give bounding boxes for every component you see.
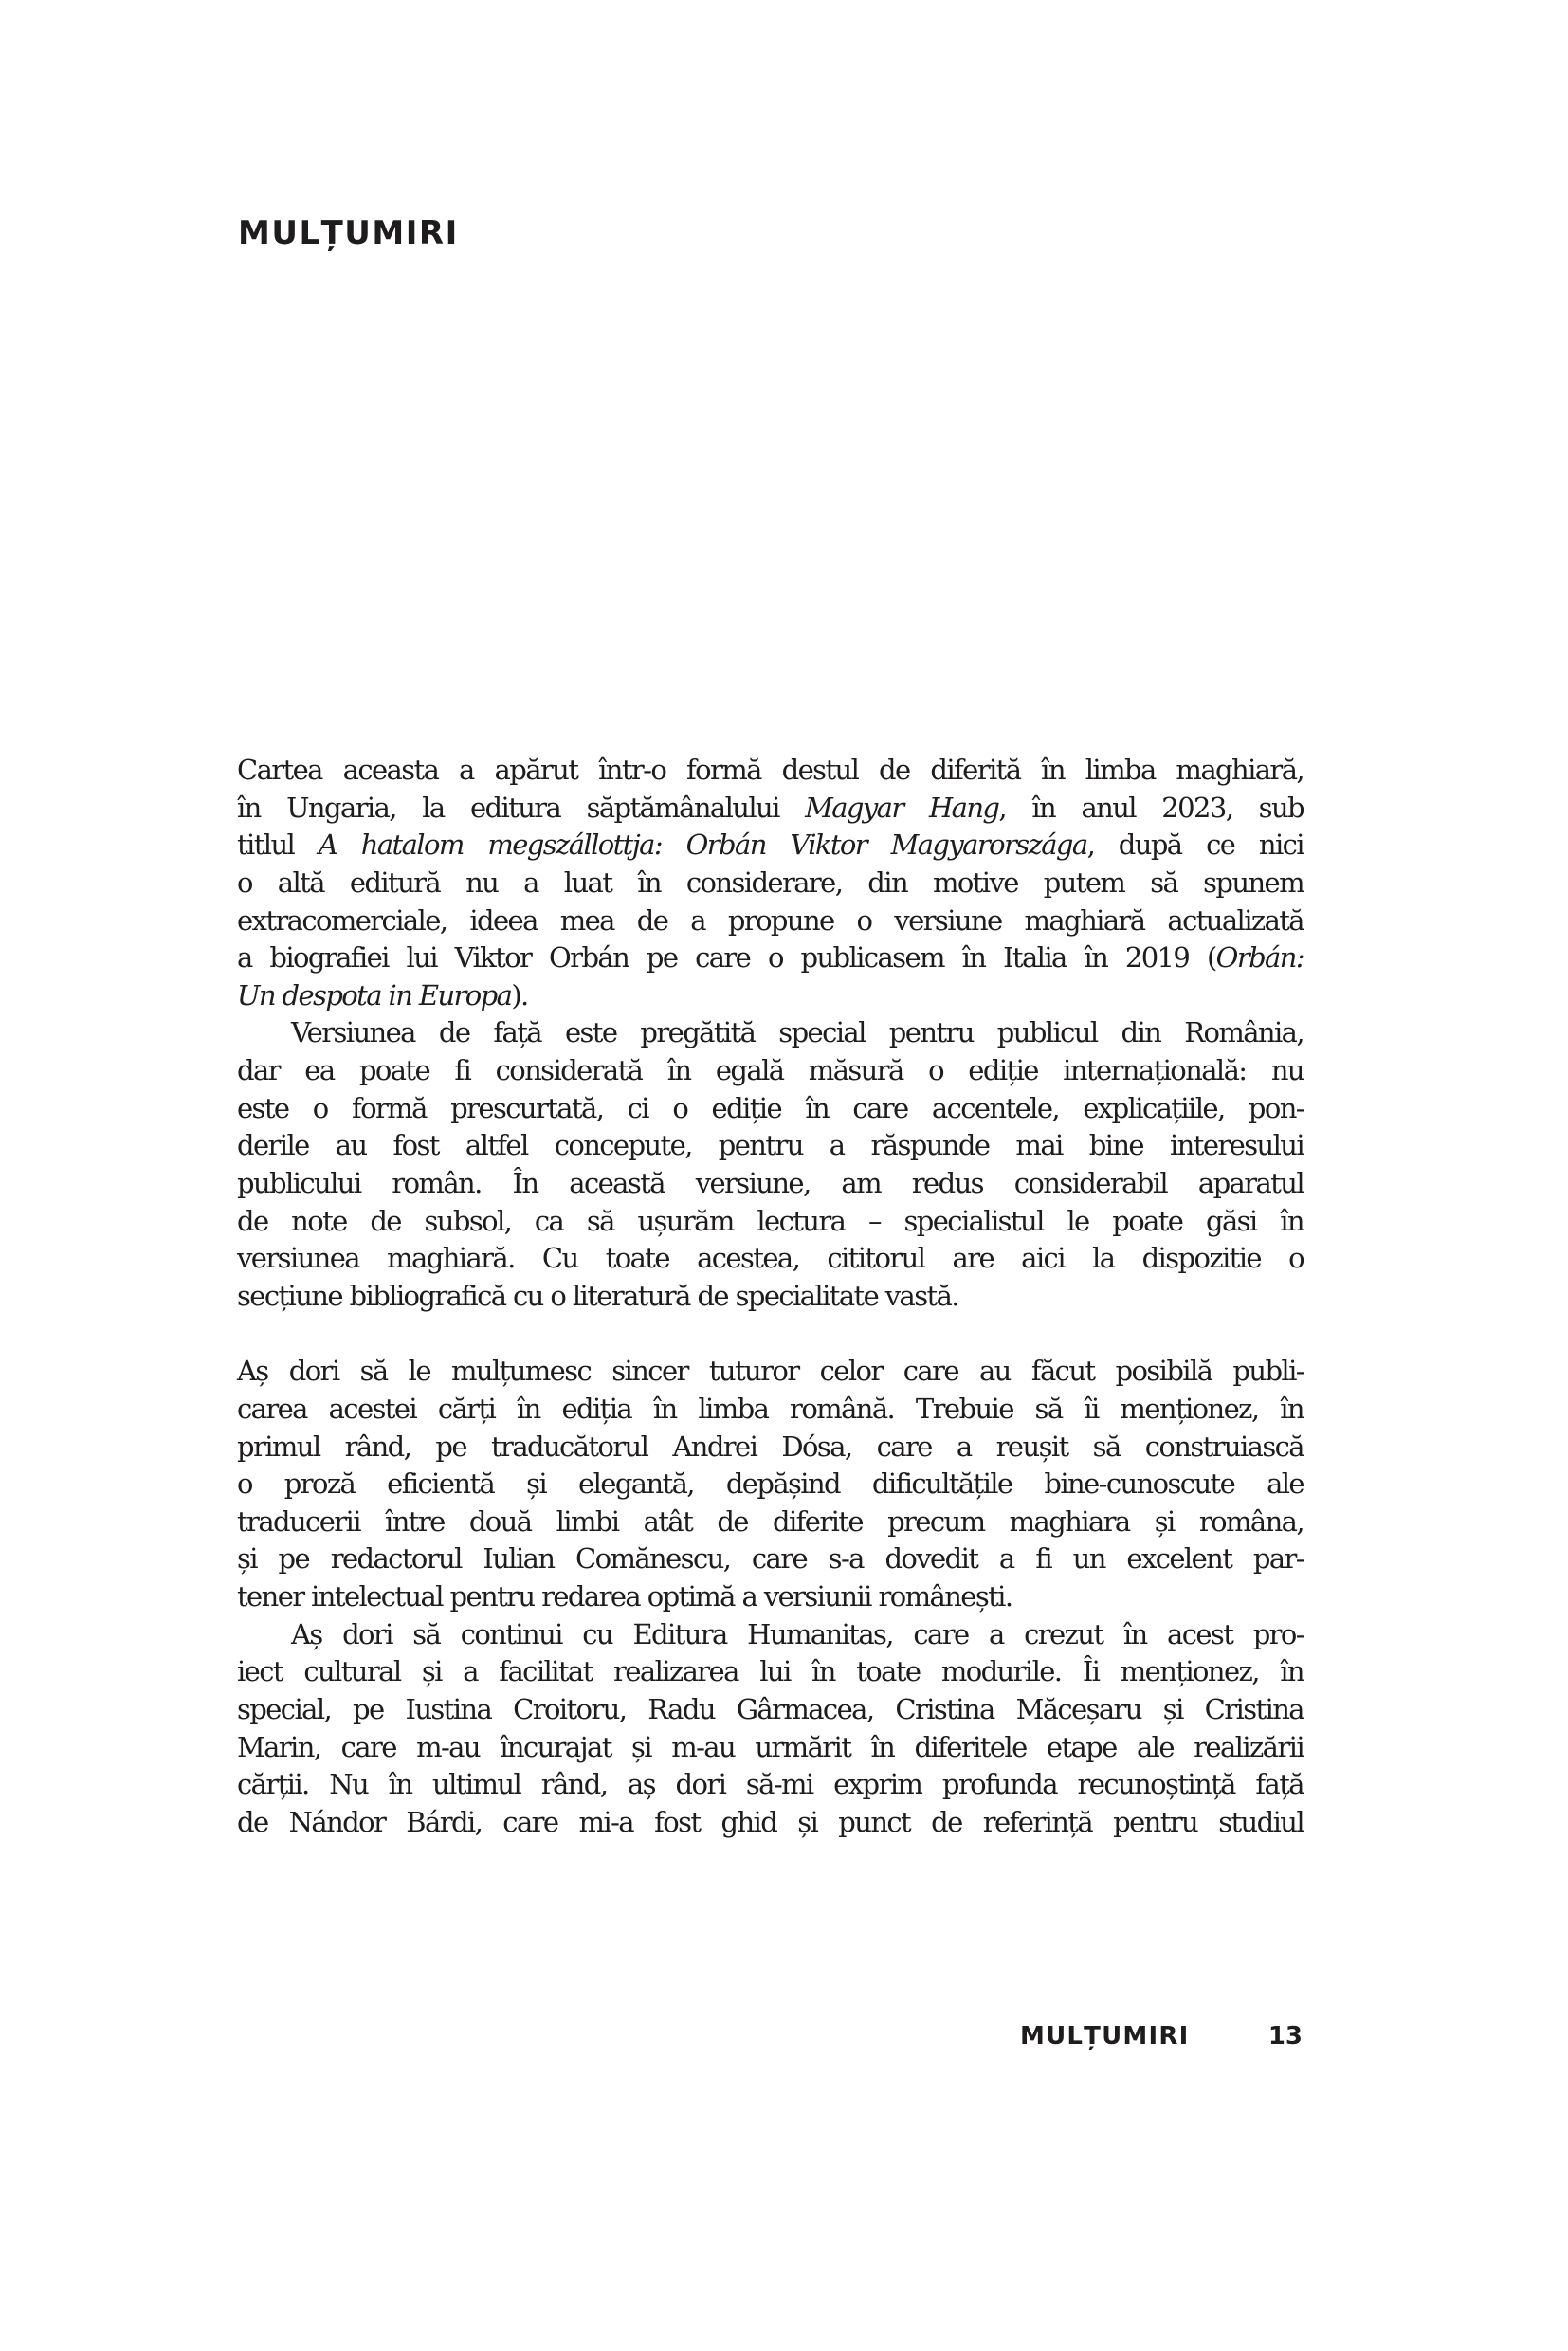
text-segment: este o formă prescurtată, ci o ediție în care accentele, explicațiile, pon- (237, 1091, 1304, 1124)
chapter-heading: MULȚUMIRI (238, 214, 459, 252)
text-segment: , după ce nici (1086, 829, 1304, 862)
text-segment: cărții. Nu în ultimul rând, aș dori să-mi exprim profunda recunoștință față (237, 1768, 1304, 1801)
text-segment: Versiunea de față este pregătită special pentru publicul din România, (291, 1016, 1304, 1049)
italic-title: Un despota in Europa (237, 978, 512, 1011)
text-segment: de Nándor Bárdi, care mi-a fost ghid și punct de referință pentru studiul (237, 1805, 1304, 1838)
text-segment: și pe redactorul Iulian Comănescu, care s-a dovedit a fi un excelent par- (237, 1542, 1304, 1576)
text-segment: extracomerciale, ideea mea de a propune o versiune maghiară actualizată (237, 903, 1304, 937)
text-segment: în Ungaria, la editura săptămânalului (237, 791, 806, 824)
text-line (237, 1729, 1304, 1767)
italic-title: Orbán: (1215, 941, 1304, 975)
italic-title: A hatalom megszállottja: Orbán Viktor Magyarországa (318, 829, 1087, 862)
text-segment: tener intelectual pentru redarea optimă a versiunii românești. (237, 1580, 1012, 1613)
text-line (237, 1127, 1304, 1165)
text-segment: Aș dori să continui cu Editura Humanitas, care a crezut în acest pro- (291, 1617, 1304, 1650)
text-line (237, 1653, 1304, 1691)
page-footer (1020, 2017, 1304, 2055)
text-segment: o proză eficientă și elegantă, depășind dificultățile bine-cunoscute ale (237, 1467, 1304, 1501)
text-segment: derile au fost altfel concepute, pentru a răspunde mai bine interesului (237, 1129, 1304, 1162)
text-line (237, 1691, 1304, 1729)
text-segment: traducerii între două limbi atât de diferite precum maghiara și româna, (237, 1504, 1304, 1538)
text-line (237, 939, 1304, 977)
text-segment: primul rând, pe traducătorul Andrei Dósa, care a reușit să construiască (237, 1430, 1304, 1463)
text-segment: Aș dori să le mulțumesc sincer tuturor celor care au făcut posibilă publi- (237, 1355, 1304, 1388)
paragraph (237, 752, 1304, 1014)
text-segment: special, pe Iustina Croitoru, Radu Gârmacea, Cristina Măceșaru și Cristina (237, 1693, 1304, 1726)
text-segment: Cartea aceasta a apărut într-o formă destul de diferită în limba maghiară, (237, 754, 1304, 786)
text-line (237, 1616, 1304, 1654)
text-line (237, 1203, 1304, 1241)
text-line (237, 827, 1304, 865)
body-text (237, 752, 1304, 1842)
text-line (237, 752, 1304, 790)
text-line (237, 1766, 1304, 1804)
text-line (237, 1578, 1304, 1616)
text-line (237, 1278, 1304, 1316)
text-segment: , în anul 2023, sub (998, 791, 1304, 824)
text-segment: versiunea maghiară. Cu toate acestea, cititorul are aici la dispozitie o (237, 1242, 1304, 1275)
text-line (237, 1540, 1304, 1578)
text-segment: secțiune bibliografică cu o literatură de specialitate vastă. (237, 1279, 958, 1312)
text-line (237, 790, 1304, 828)
text-line (237, 1466, 1304, 1504)
text-line (237, 1052, 1304, 1090)
page-number: 13 (1267, 2022, 1303, 2050)
italic-title: Magyar Hang (805, 791, 999, 824)
text-segment: a biografiei lui Viktor Orbán pe care o publicasem în Italia în 2019 ( (237, 941, 1216, 975)
text-line (237, 1240, 1304, 1278)
text-segment: iect cultural și a facilitat realizarea lui în toate modurile. Îi menționez, în (237, 1655, 1304, 1688)
text-segment: de note de subsol, ca să ușurăm lectura – specialistul le poate găsi în (237, 1204, 1304, 1237)
running-title: MULȚUMIRI (1020, 2022, 1190, 2050)
text-line (237, 1353, 1304, 1391)
text-line (237, 1090, 1304, 1128)
text-segment: ). (511, 978, 528, 1011)
text-line (237, 1804, 1304, 1842)
text-line (237, 1391, 1304, 1429)
text-segment: o altă editură nu a luat în considerare, din motive putem să spunem (237, 866, 1304, 899)
text-line (237, 865, 1304, 902)
text-segment: publicului român. În această versiune, am redus considerabil aparatul (237, 1167, 1304, 1200)
text-line (237, 1504, 1304, 1541)
text-segment: Marin, care m-au încurajat și m-au urmărit în diferitele etape ale realizării (237, 1730, 1304, 1763)
text-line (237, 1014, 1304, 1052)
text-segment: carea acestei cărți în ediția în limba română. Trebuie să îi menționez, în (237, 1392, 1304, 1425)
text-segment: dar ea poate fi considerată în egală măsură o ediție internațională: nu (237, 1054, 1304, 1087)
text-line (237, 977, 1304, 1015)
text-line (237, 1429, 1304, 1467)
paragraph (237, 1014, 1304, 1315)
text-line (237, 1165, 1304, 1203)
paragraph (237, 1616, 1304, 1842)
paragraph (237, 1353, 1304, 1615)
paragraph-spacer (237, 1316, 1304, 1354)
text-line (237, 902, 1304, 940)
text-segment: titlul (237, 829, 319, 862)
